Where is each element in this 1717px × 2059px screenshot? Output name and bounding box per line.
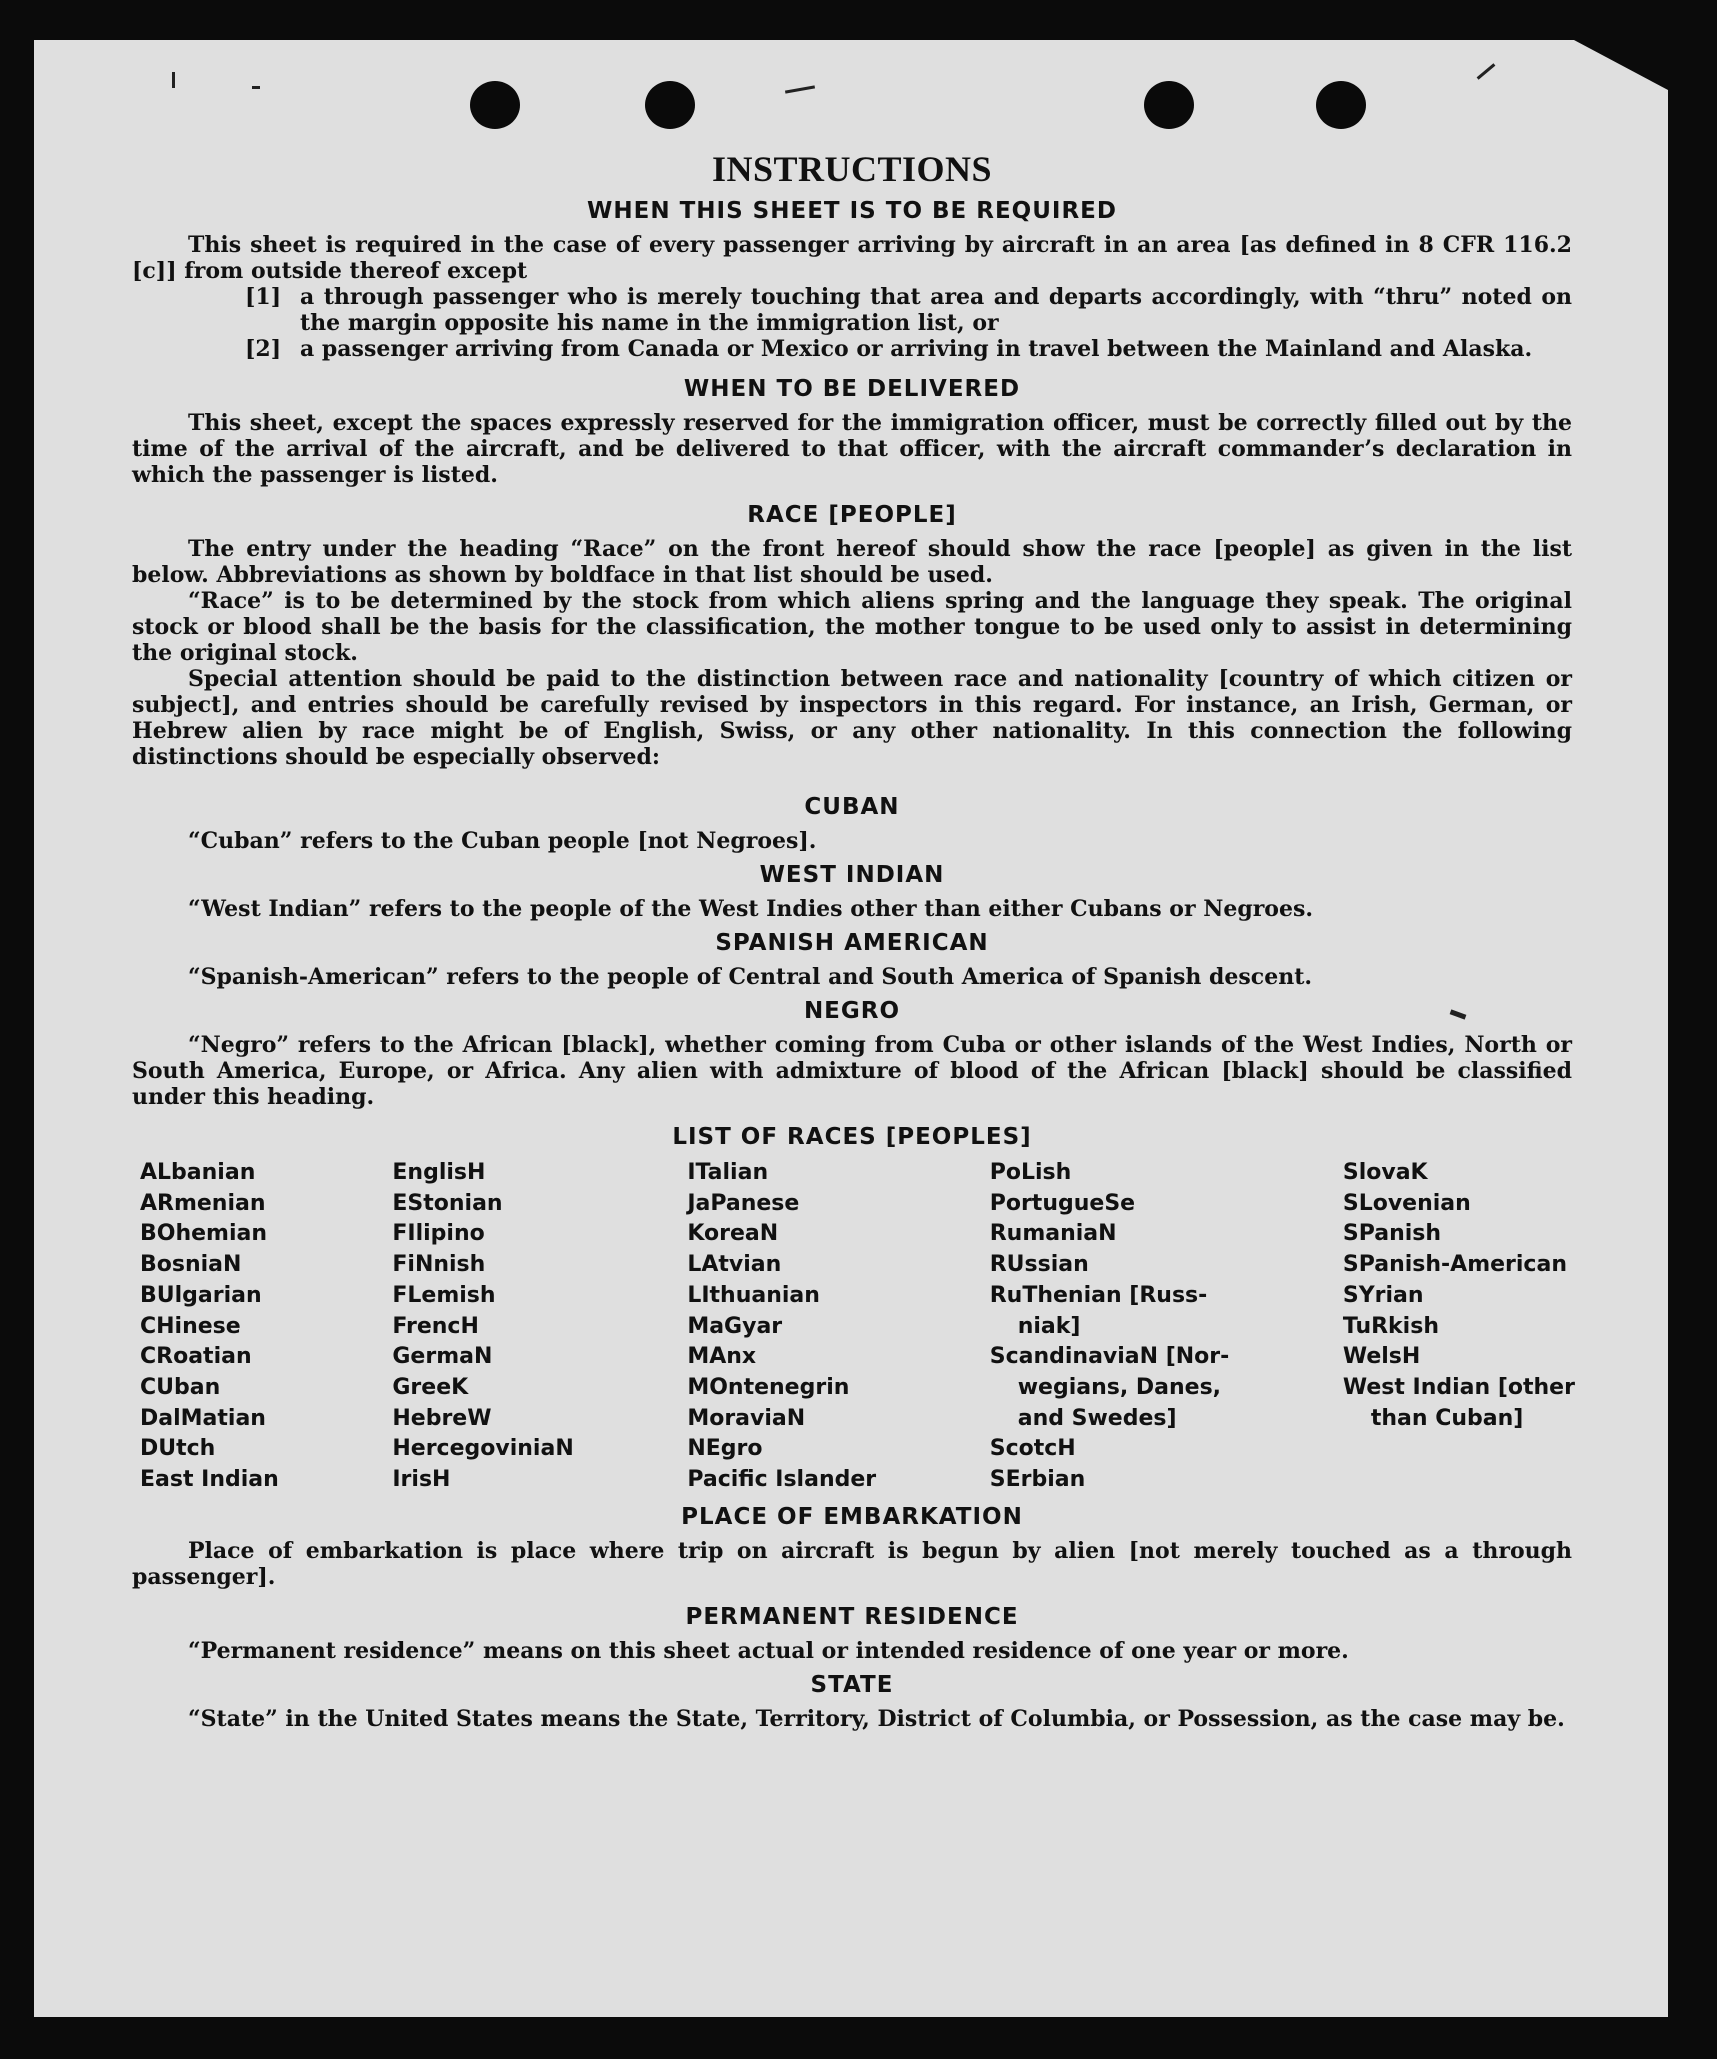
race-entry: HercegoviniaN xyxy=(392,1436,574,1462)
section-heading-race: RACE [PEOPLE] xyxy=(747,502,957,528)
race-entry: ITalian xyxy=(687,1160,769,1185)
race-entry: ARmenian xyxy=(140,1190,266,1216)
race-entry: NEgro xyxy=(687,1436,763,1462)
race-entry: JaPanese xyxy=(687,1190,800,1216)
race-entry: RuThenian [Russ- xyxy=(989,1282,1208,1308)
race-entry: DalMatian xyxy=(140,1405,266,1431)
race-entry: CUban xyxy=(140,1374,221,1400)
race-entry: CHinese xyxy=(140,1313,241,1339)
when-required-intro: This sheet is required in the case of every passenger arriving by aircraft in an area [as defined in 8 CFR 116.2 [c]] from outside thereof except xyxy=(132,232,1572,284)
item-number: [1] xyxy=(245,284,282,310)
race-entry: ScandinaviaN [Nor- xyxy=(989,1344,1230,1370)
race-paragraph-2: “Race” is to be determined by the stock from which aliens spring and the language they speak. The original stock or blood shall be the basis for the classification, the mother tongue to be used only to assist in determining the original stock. xyxy=(132,588,1572,666)
embarkation-text: Place of embarkation is place where trip on aircraft is begun by alien [not merely touched as a through passenger]. xyxy=(132,1537,1572,1590)
section-heading-list-of-races: LIST OF RACES [PEOPLES] xyxy=(672,1124,1032,1150)
section-heading-cuban: CUBAN xyxy=(804,794,900,820)
section-heading-when-delivered: WHEN TO BE DELIVERED xyxy=(683,376,1021,402)
race-entry: East Indian xyxy=(140,1467,279,1493)
race-entry: TuRkish xyxy=(1342,1313,1439,1339)
when-delivered-text: This sheet, except the spaces expressly reserved for the immigration officer, must be correctly filled out by the time of the arrival of the aircraft, and be delivered to that officer, with the aircraft commander’s declaration in which the passenger is listed. xyxy=(132,410,1572,488)
races-column xyxy=(990,1158,1230,1496)
race-entry: DUtch xyxy=(140,1436,216,1462)
race-entry: SPanish xyxy=(1342,1221,1442,1247)
list-item xyxy=(132,336,1572,362)
race-entry: FIlipino xyxy=(392,1221,485,1247)
item-text: a passenger arriving from Canada or Mexico or arriving in travel between the Mainland and Alaska. xyxy=(300,336,1533,362)
cuban-text: “Cuban” refers to the Cuban people [not Negroes]. xyxy=(188,828,817,854)
speck-mark xyxy=(252,86,260,89)
race-entry: GermaN xyxy=(392,1344,493,1370)
races-column xyxy=(392,1158,573,1496)
race-entry: niak] xyxy=(1017,1313,1081,1339)
race-entry: BOhemian xyxy=(140,1221,268,1247)
race-entry: GreeK xyxy=(392,1374,469,1400)
races-column xyxy=(1343,1158,1575,1496)
race-paragraph-1: The entry under the heading “Race” on the front hereof should show the race [people] as given in the list below. Abbreviations as shown by boldface in that list should be used. xyxy=(132,536,1572,588)
race-entry: PoLish xyxy=(989,1160,1072,1185)
list-item xyxy=(132,284,1572,336)
race-entry: SLovenian xyxy=(1342,1190,1471,1216)
race-entry: MOntenegrin xyxy=(687,1374,850,1400)
instructions-body xyxy=(132,148,1575,1732)
race-paragraph-3: Special attention should be paid to the distinction between race and nationality [country of which citizen or subject], and entries should be carefully revised by inspectors in this regard. For instance, an Irish, German, or Hebrew alien by race might be of English, Swiss, or any other nationality. In this connection the following distinctions should be especially observed: xyxy=(132,666,1572,770)
race-entry: EStonian xyxy=(392,1190,503,1216)
race-entry: CRoatian xyxy=(140,1344,252,1370)
punch-hole xyxy=(645,81,695,129)
race-entry: Pacific Islander xyxy=(687,1467,877,1493)
race-entry: WelsH xyxy=(1342,1344,1421,1370)
race-entry: IrisH xyxy=(392,1467,451,1493)
race-entry: SlovaK xyxy=(1342,1160,1428,1185)
race-entry: West Indian [other xyxy=(1342,1374,1575,1400)
race-entry: FrencH xyxy=(392,1313,479,1339)
section-heading-spanish-american: SPANISH AMERICAN xyxy=(715,930,989,956)
race-entry: and Swedes] xyxy=(1017,1405,1177,1431)
item-text: a through passenger who is merely touching that area and departs accordingly, with “thru” noted on the margin opposite his name in the immigration list, or xyxy=(300,284,1572,336)
section-heading-residence: PERMANENT RESIDENCE xyxy=(685,1603,1019,1630)
race-entry: HebreW xyxy=(392,1405,492,1431)
race-entry: ALbanian xyxy=(140,1160,256,1185)
race-entry: MaGyar xyxy=(687,1313,783,1339)
race-entry: RUssian xyxy=(989,1252,1089,1278)
state-text: “State” in the United States means the State, Territory, District of Columbia, or Possession, as the case may be. xyxy=(188,1705,1565,1732)
race-entry: SPanish-American xyxy=(1342,1252,1567,1278)
residence-text: “Permanent residence” means on this sheet actual or intended residence of one year or more. xyxy=(188,1637,1349,1664)
punch-hole xyxy=(470,81,520,129)
section-heading-negro: NEGRO xyxy=(803,998,901,1024)
race-entry: MoraviaN xyxy=(687,1405,806,1431)
west-indian-text: “West Indian” refers to the people of the West Indies other than either Cubans or Negroes. xyxy=(188,896,1314,922)
speck-mark xyxy=(172,72,175,88)
race-entry: LAtvian xyxy=(687,1252,782,1278)
race-entry: LIthuanian xyxy=(687,1282,820,1308)
race-entry: RumaniaN xyxy=(989,1221,1117,1247)
races-table xyxy=(140,1158,1575,1496)
item-number: [2] xyxy=(245,336,282,362)
punch-hole xyxy=(1316,81,1366,129)
race-entry: SYrian xyxy=(1342,1282,1424,1308)
races-column xyxy=(140,1158,279,1496)
race-entry: FLemish xyxy=(392,1282,496,1308)
race-entry: than Cuban] xyxy=(1370,1405,1524,1431)
race-entry: SErbian xyxy=(989,1467,1086,1493)
spanish-american-text: “Spanish-American” refers to the people of Central and South America of Spanish descent. xyxy=(188,964,1313,990)
race-entry: FiNnish xyxy=(392,1252,486,1278)
section-heading-embarkation: PLACE OF EMBARKATION xyxy=(681,1503,1023,1530)
punch-hole xyxy=(1144,81,1194,129)
section-heading-state: STATE xyxy=(810,1671,894,1698)
races-column xyxy=(687,1158,876,1496)
race-entry: KoreaN xyxy=(687,1221,779,1247)
negro-text: “Negro” refers to the African [black], whether coming from Cuba or other islands of the West Indies, North or South America, Europe, or Africa. Any alien with admixture of blood of the African [black] should be classified under this heading. xyxy=(132,1032,1572,1110)
race-entry: ScotcH xyxy=(989,1436,1076,1462)
race-entry: EnglisH xyxy=(392,1160,486,1185)
race-entry: BosniaN xyxy=(140,1252,242,1278)
race-entry: BUlgarian xyxy=(140,1282,262,1308)
race-entry: wegians, Danes, xyxy=(1017,1374,1222,1400)
race-entry: PortugueSe xyxy=(989,1190,1136,1216)
race-entry: MAnx xyxy=(687,1344,757,1370)
section-heading-when-required: WHEN THIS SHEET IS TO BE REQUIRED xyxy=(587,198,1117,224)
page-title: INSTRUCTIONS xyxy=(711,149,993,189)
section-heading-west-indian: WEST INDIAN xyxy=(759,862,945,888)
